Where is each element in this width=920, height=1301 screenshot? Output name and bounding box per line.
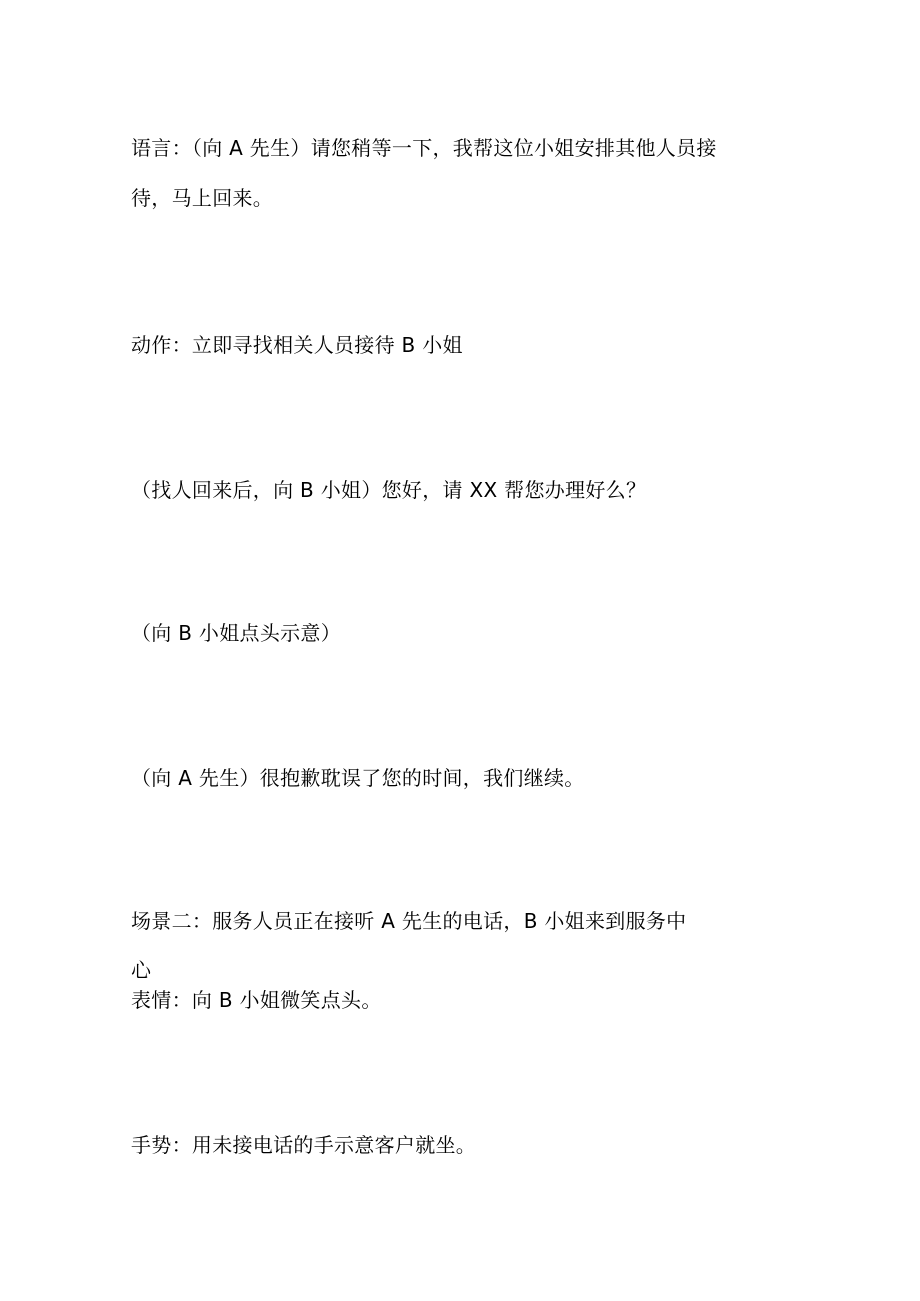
text-line-greeting: （找人回来后，向 B 小姐）您好，请 XX 帮您办理好么？ [131, 478, 647, 502]
text-line-scene-two: 场景二：服务人员正在接听 A 先生的电话，B 小姐来到服务中 [131, 909, 687, 933]
text-line-language-continued: 待，马上回来。 [131, 186, 274, 210]
text-line-expression: 表情：向 B 小姐微笑点头。 [131, 988, 382, 1012]
text-line-nod: （向 B 小姐点头示意） [131, 621, 342, 645]
text-line-apology: （向 A 先生）很抱歉耽误了您的时间，我们继续。 [131, 766, 585, 790]
text-line-action: 动作：立即寻找相关人员接待 B 小姐 [131, 333, 463, 357]
text-line-gesture: 手势：用未接电话的手示意客户就坐。 [131, 1133, 477, 1157]
text-line-scene-two-continued: 心 [131, 958, 152, 982]
text-line-language: 语言：（向 A 先生）请您稍等一下，我帮这位小姐安排其他人员接 [131, 136, 717, 160]
